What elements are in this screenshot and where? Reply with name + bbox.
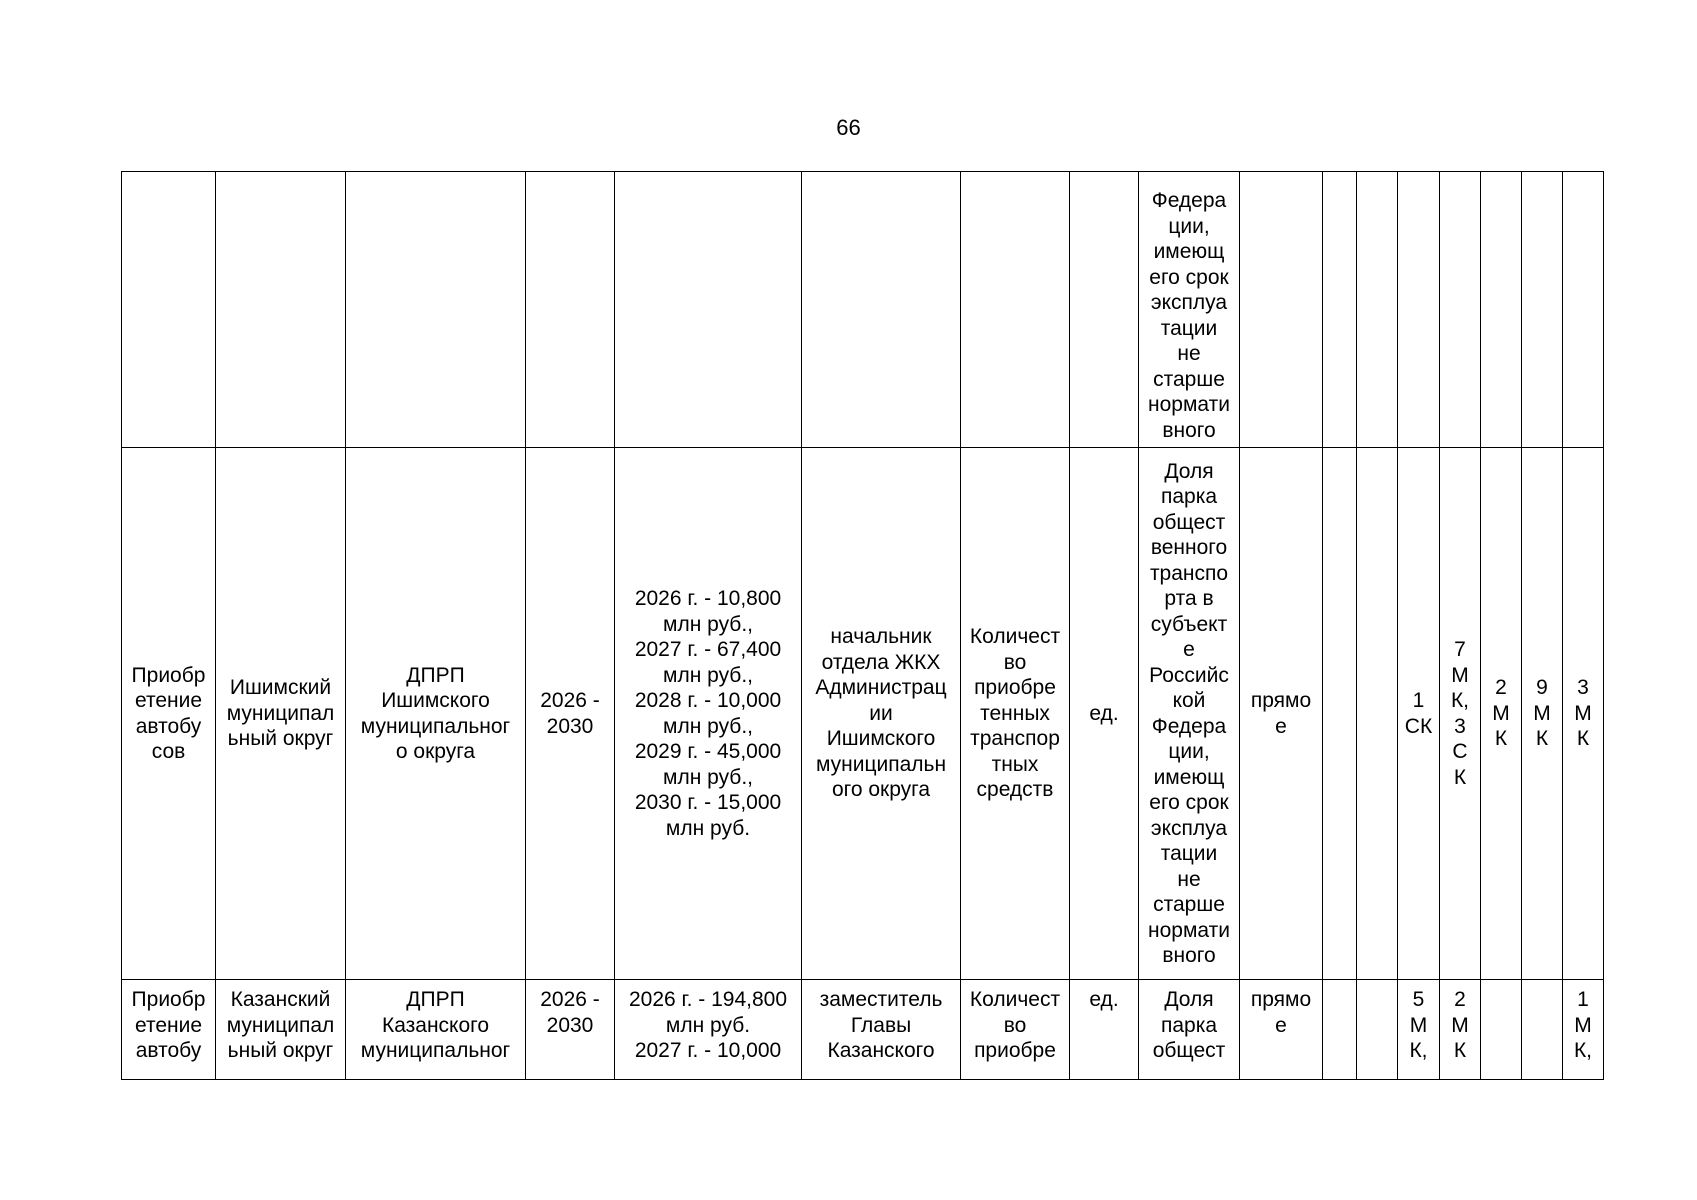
cell-year-2 — [1357, 172, 1398, 448]
table-row — [122, 448, 1604, 980]
cell-financing: 2026 г. - 194,800 млн руб. 2027 г. - 10,000 — [615, 980, 802, 1080]
cell-year-7: 3 М К — [1563, 448, 1604, 980]
cell-year-1 — [1323, 448, 1357, 980]
cell-action: Приобр етение автобу сов — [122, 448, 216, 980]
cell-territory — [216, 172, 346, 448]
cell-year-3: 5 М К, — [1398, 980, 1440, 1080]
cell-unit: ед. — [1070, 980, 1139, 1080]
cell-year-1 — [1323, 980, 1357, 1080]
cell-territory: Казанский муниципал ьный округ — [216, 980, 346, 1080]
cell-year-5 — [1481, 980, 1522, 1080]
cell-executor: ДПРП Ишимского муниципальног о округа — [346, 448, 526, 980]
cell-year-5: 2 М К — [1481, 448, 1522, 980]
cell-indicator: Доля парка общест — [1139, 980, 1240, 1080]
cell-year-6 — [1522, 980, 1563, 1080]
cell-year-2 — [1357, 980, 1398, 1080]
cell-unit — [1070, 172, 1139, 448]
cell-year-4: 7 М К, 3 С К — [1440, 448, 1481, 980]
cell-indicator: Доля парка общест венного транспо рта в субъект е Российс кой Федера ции, имеющ его срок эксплуа тации не старше нормати вного — [1139, 448, 1240, 980]
cell-responsible: начальник отдела ЖКХ Администрац ии Ишимского муниципальн ого округа — [802, 448, 961, 980]
cell-period: 2026 - 2030 — [526, 448, 615, 980]
cell-year-2 — [1357, 448, 1398, 980]
cell-territory: Ишимский муниципал ьный округ — [216, 448, 346, 980]
cell-executor — [346, 172, 526, 448]
cell-action — [122, 172, 216, 448]
cell-year-3 — [1398, 172, 1440, 448]
cell-responsible — [802, 172, 961, 448]
cell-influence: прямо е — [1240, 448, 1323, 980]
cell-year-7: 1 М К, — [1563, 980, 1604, 1080]
cell-year-7 — [1563, 172, 1604, 448]
cell-unit: ед. — [1070, 448, 1139, 980]
cell-indicator: Федера ции, имеющ его срок эксплуа тации не старше нормати вного — [1139, 172, 1240, 448]
cell-year-6: 9 М К — [1522, 448, 1563, 980]
cell-year-5 — [1481, 172, 1522, 448]
cell-year-3: 1 СК — [1398, 448, 1440, 980]
cell-period: 2026 - 2030 — [526, 980, 615, 1080]
cell-result — [961, 172, 1070, 448]
page-number: 66 — [836, 115, 861, 140]
cell-action: Приобр етение автобу — [122, 980, 216, 1080]
cell-result: Количест во приобре тенных транспор тных средств — [961, 448, 1070, 980]
cell-executor: ДПРП Казанского муниципальног — [346, 980, 526, 1080]
cell-result: Количест во приобре — [961, 980, 1070, 1080]
cell-responsible: заместитель Главы Казанского — [802, 980, 961, 1080]
cell-financing: 2026 г. - 10,800 млн руб., 2027 г. - 67,400 млн руб., 2028 г. - 10,000 млн руб., 2029 г. - 45,000 млн руб., 2030 г. - 15,000 млн руб. — [615, 448, 802, 980]
cell-financing — [615, 172, 802, 448]
cell-year-1 — [1323, 172, 1357, 448]
table-row — [122, 172, 1604, 448]
cell-year-6 — [1522, 172, 1563, 448]
measures-table — [121, 171, 1604, 1080]
cell-year-4 — [1440, 172, 1481, 448]
cell-influence — [1240, 172, 1323, 448]
cell-year-4: 2 М К — [1440, 980, 1481, 1080]
cell-period — [526, 172, 615, 448]
table-row — [122, 980, 1604, 1080]
cell-influence: прямо е — [1240, 980, 1323, 1080]
